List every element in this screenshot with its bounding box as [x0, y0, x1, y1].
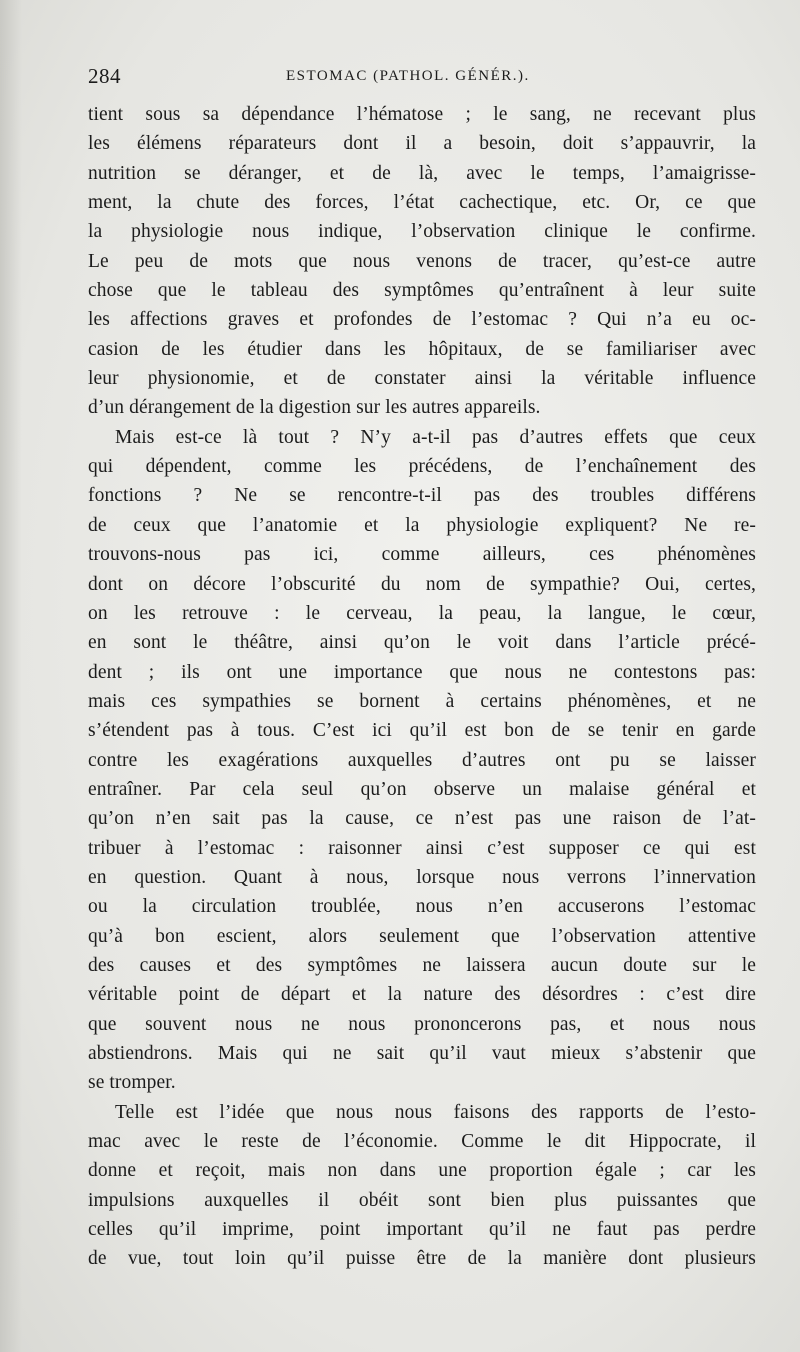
text-line: celles qu’il imprime, point important qu’il ne faut pas perdre: [88, 1219, 756, 1241]
page-number: 284: [88, 64, 121, 88]
text-line: mais ces sympathies se bornent à certains phénomènes, et ne: [88, 690, 756, 712]
text-line: Le peu de mots que nous venons de tracer, qu’est-ce autre: [88, 250, 756, 272]
text-line: de vue, tout loin qu’il puisse être de la manière dont plusieurs: [88, 1248, 756, 1270]
text-line: tient sous sa dépendance l’hématose ; le sang, ne recevant plus: [88, 104, 756, 125]
text-line: mac avec le reste de l’économie. Comme le dit Hippocrate, il: [88, 1131, 756, 1153]
text-line: qu’on n’en sait pas la cause, ce n’est pas une raison de l’at-: [88, 808, 756, 830]
running-head: ESTOMAC (PATHOL. GÉNÉR.).: [286, 68, 530, 84]
text-line: se tromper.: [88, 1072, 176, 1094]
page-gutter-shadow: [0, 0, 22, 1352]
text-line: tribuer à l’estomac : raisonner ainsi c’est supposer ce qui est: [88, 837, 756, 859]
text-line: impulsions auxquelles il obéit sont bien plus puissantes que: [88, 1189, 756, 1211]
text-line: leur physionomie, et de constater ainsi la véritable influence: [88, 368, 756, 390]
text-line: les affections graves et profondes de l’estomac ? Qui n’a eu oc-: [88, 309, 756, 331]
text-line: donne et reçoit, mais non dans une proportion égale ; car les: [88, 1160, 756, 1182]
text-line: ou la circulation troublée, nous n’en accuserons l’estomac: [88, 896, 756, 918]
text-line: on les retrouve : le cerveau, la peau, la langue, le cœur,: [88, 602, 756, 624]
text-line: casion de les étudier dans les hôpitaux, de se familiariser avec: [88, 338, 756, 360]
text-line: des causes et des symptômes ne laissera aucun doute sur le: [88, 954, 756, 976]
text-line: contre les exagérations auxquelles d’autres ont pu se laisser: [88, 749, 756, 771]
text-line: dent ; ils ont une importance que nous ne contestons pas:: [88, 661, 756, 683]
body-text: [88, 100, 756, 1274]
text-line: abstiendrons. Mais qui ne sait qu’il vaut mieux s’abstenir que: [88, 1043, 756, 1064]
text-line: en question. Quant à nous, lorsque nous verrons l’innervation: [88, 866, 756, 888]
page-header: [88, 64, 756, 100]
text-line: la physiologie nous indique, l’observation clinique le confirme.: [88, 221, 756, 243]
text-line: ment, la chute des forces, l’état cachectique, etc. Or, ce que: [88, 192, 756, 214]
text-line: de ceux que l’anatomie et la physiologie expliquent? Ne re-: [88, 514, 756, 536]
text-line: entraîner. Par cela seul qu’on observe un malaise général et: [88, 778, 756, 800]
text-line: Mais est-ce là tout ? N’y a-t-il pas d’autres effets que ceux: [115, 426, 756, 448]
text-line: qu’à bon escient, alors seulement que l’observation attentive: [88, 925, 756, 947]
text-line: que souvent nous ne nous prononcerons pas, et nous nous: [88, 1013, 756, 1035]
text-line: d’un dérangement de la digestion sur les autres appareils.: [88, 397, 541, 419]
text-line: Telle est l’idée que nous nous faisons des rapports de l’esto-: [115, 1101, 756, 1123]
text-line: en sont le théâtre, ainsi qu’on le voit dans l’article précé-: [88, 632, 756, 654]
text-line: fonctions ? Ne se rencontre-t-il pas des troubles différens: [88, 485, 756, 507]
text-line: dont on décore l’obscurité du nom de sympathie? Oui, certes,: [88, 573, 756, 595]
text-line: véritable point de départ et la nature des désordres : c’est dire: [88, 984, 756, 1006]
text-line: nutrition se déranger, et de là, avec le temps, l’amaigrisse-: [88, 162, 756, 184]
text-line: chose que le tableau des symptômes qu’entraînent à leur suite: [88, 280, 756, 302]
text-line: qui dépendent, comme les précédens, de l’enchaînement des: [88, 456, 756, 478]
text-line: trouvons-nous pas ici, comme ailleurs, ces phénomènes: [88, 544, 756, 566]
text-line: s’étendent pas à tous. C’est ici qu’il est bon de se tenir en garde: [88, 720, 756, 742]
text-line: les élémens réparateurs dont il a besoin, doit s’appauvrir, la: [88, 133, 756, 155]
